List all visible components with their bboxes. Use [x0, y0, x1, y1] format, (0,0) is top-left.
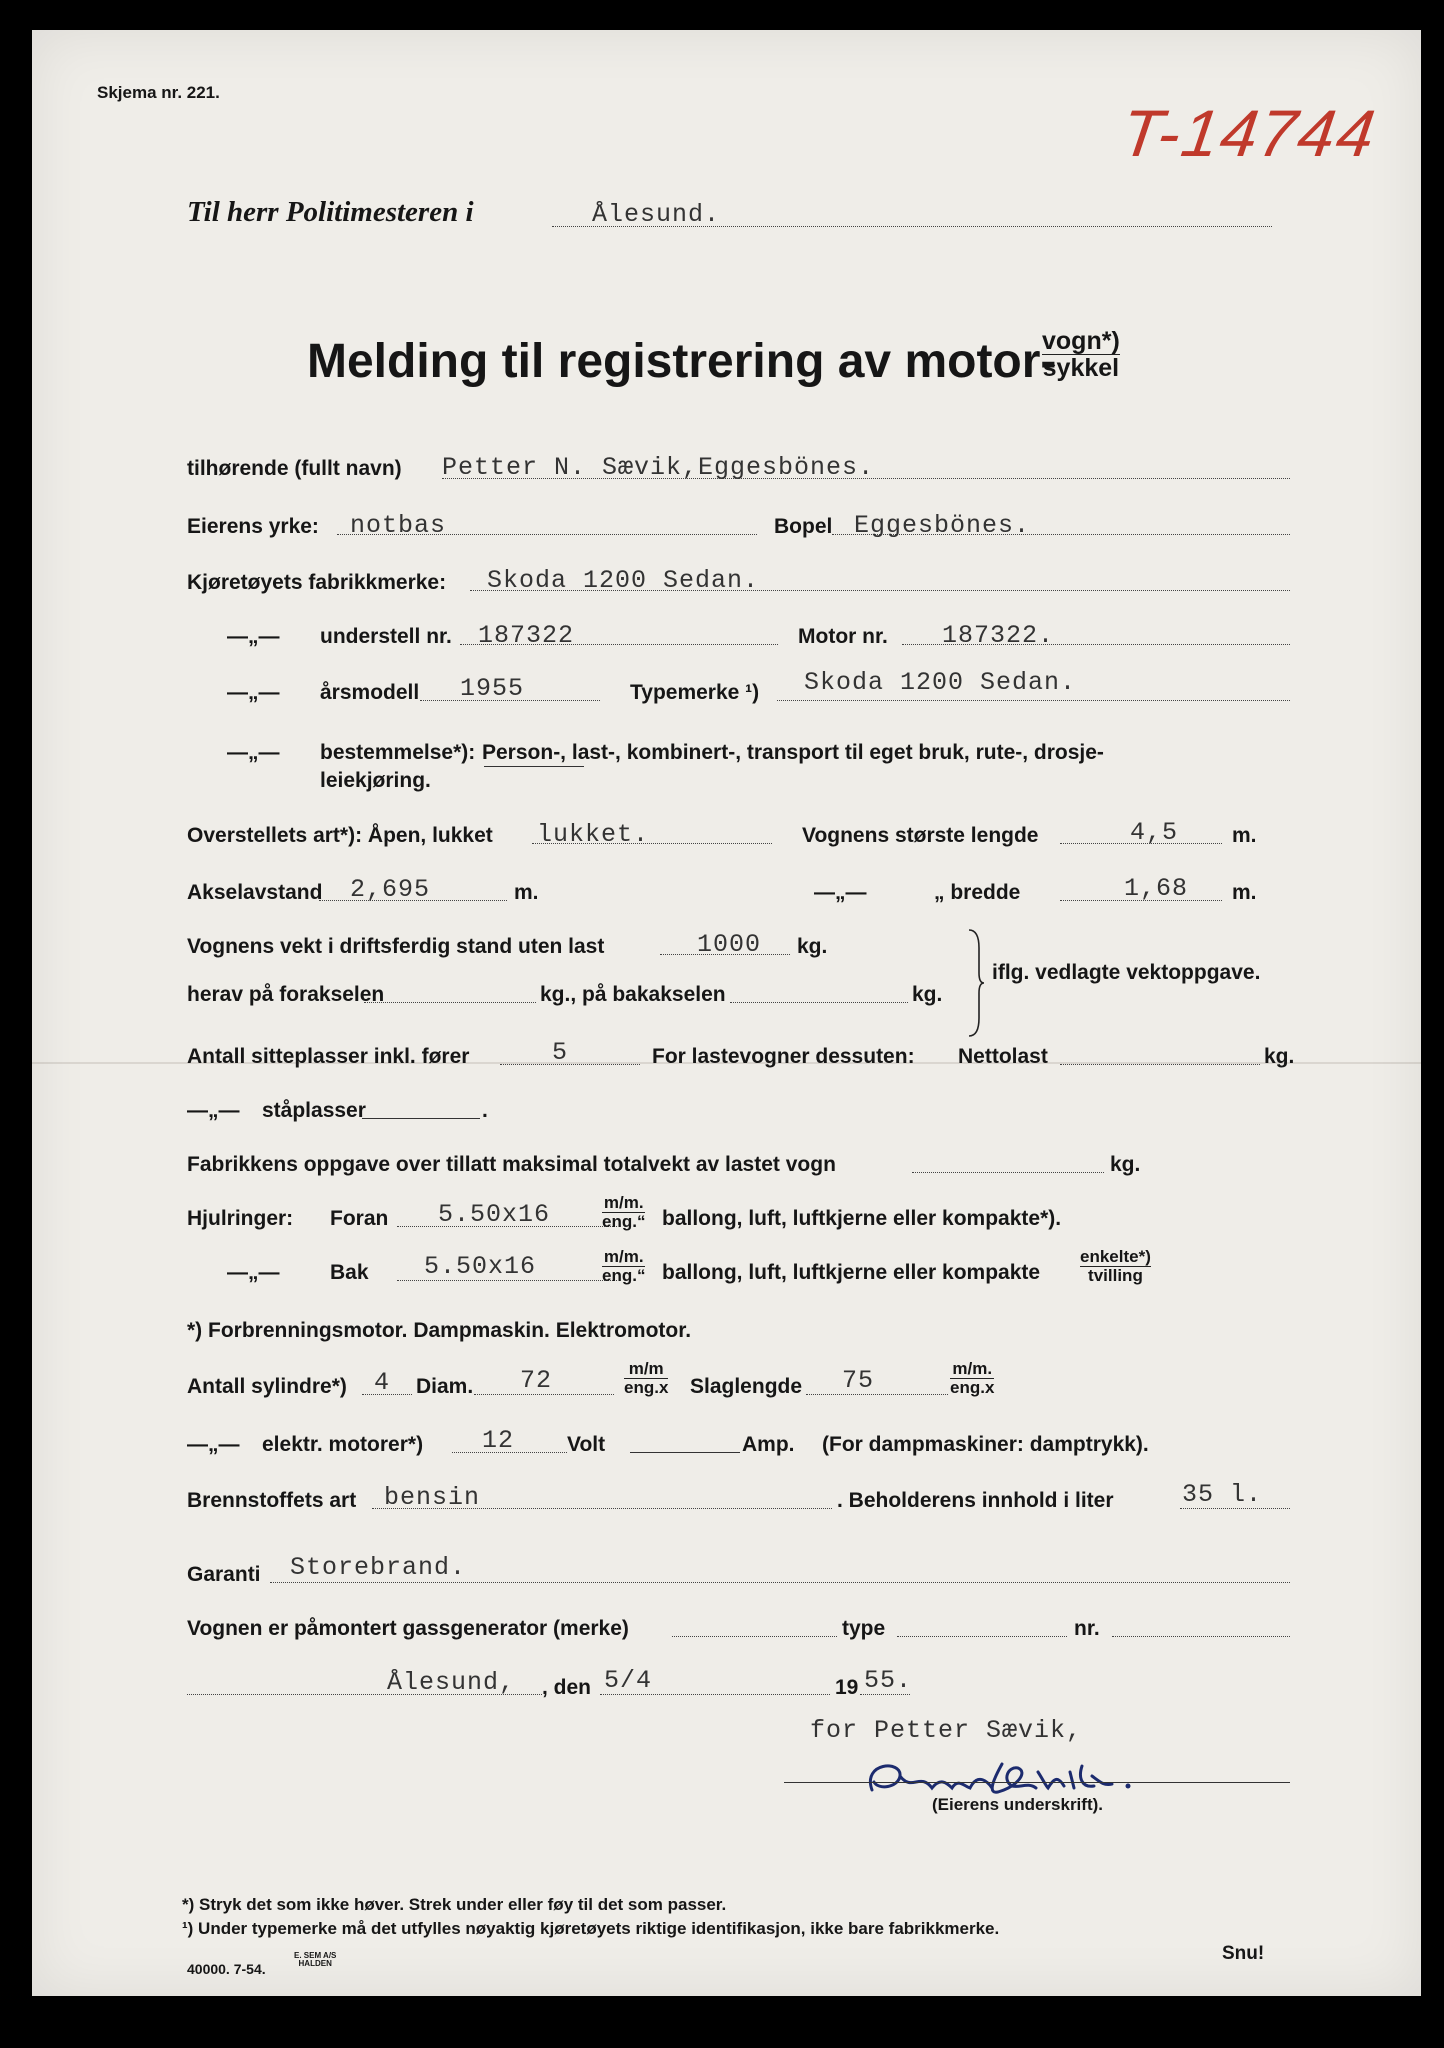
addressee-value: Ålesund.: [592, 200, 721, 229]
freight-label: For lastevogner dessuten:: [652, 1045, 915, 1068]
signature-caption: (Eierens underskrift).: [932, 1795, 1103, 1814]
stroke-unit: m/m. eng.x: [950, 1359, 995, 1397]
standing-end: .: [482, 1099, 488, 1122]
weight-label: Vognens vekt i driftsferdig stand uten last: [187, 935, 605, 958]
chassis-value: 187322: [478, 621, 575, 650]
steam-pressure-label: (For dampmaskiner: damptrykk).: [822, 1433, 1149, 1456]
make-value: Skoda 1200 Sedan.: [487, 566, 760, 595]
max-weight-unit: kg.: [1110, 1153, 1141, 1176]
date-value: 5/4: [604, 1666, 653, 1695]
rear-axle-label: kg., på bakakselen: [540, 983, 726, 1006]
length-label: Vognens største lengde: [802, 824, 1039, 847]
ditto-mark: —„—: [814, 881, 867, 904]
ditto-mark: —„—: [227, 625, 280, 648]
year-value: 55.: [864, 1666, 913, 1695]
type-mark-label: Typemerke ¹): [630, 681, 760, 704]
gas-generator-label: Vognen er påmontert gassgenerator (merke): [187, 1617, 629, 1640]
tires-front-value: 5.50x16: [438, 1200, 551, 1229]
ditto-mark: —„—: [187, 1099, 240, 1122]
person-underline: [484, 766, 584, 767]
tires-front-kinds: ballong, luft, luftkjerne eller kompakte*).: [662, 1207, 1062, 1230]
front-axle-label: herav på forakselen: [187, 983, 385, 1006]
printer-code: 40000. 7-54.: [187, 1961, 266, 1977]
width-label: „ bredde: [934, 881, 1021, 904]
form-title: Melding til registrering av motor-: [307, 335, 1057, 388]
electric-value: 12: [482, 1426, 515, 1455]
model-year-label: årsmodell: [320, 681, 420, 704]
owner-label: tilhørende (fullt navn): [187, 457, 402, 480]
rear-axle-unit: kg.: [912, 983, 943, 1006]
weight-note: iflg. vedlagte vektoppgave.: [992, 961, 1261, 984]
tires-rear-value: 5.50x16: [424, 1252, 537, 1281]
residence-value: Eggesbönes.: [854, 511, 1031, 540]
ditto-mark: —„—: [227, 741, 280, 764]
wheelbase-unit: m.: [514, 881, 539, 904]
tires-front-label: Foran: [330, 1207, 389, 1230]
net-load-unit: kg.: [1264, 1045, 1295, 1068]
tires-label: Hjulringer:: [187, 1207, 294, 1230]
ditto-mark: —„—: [227, 1261, 280, 1284]
diameter-unit: m/m eng.x: [624, 1359, 669, 1397]
occupation-value: notbas: [350, 511, 447, 540]
ditto-mark: —„—: [227, 681, 280, 704]
engine-types: *) Forbrenningsmotor. Dampmaskin. Elektromotor.: [187, 1319, 692, 1342]
tank-value: 35 l.: [1182, 1480, 1263, 1509]
wheelbase-label: Akselavstand: [187, 881, 323, 904]
gas-generator-type: type: [842, 1617, 886, 1640]
tires-rear-unit: m/m. eng.“: [602, 1247, 646, 1285]
width-value: 1,68: [1124, 874, 1189, 903]
footnote-1: *) Stryk det som ikke høver. Strek under eller føy til det som passer.: [182, 1895, 727, 1914]
seats-label: Antall sitteplasser inkl. fører: [187, 1045, 470, 1068]
wheelbase-value: 2,695: [350, 875, 431, 904]
body-value: lukket.: [537, 820, 650, 849]
stroke-label: Slaglengde: [690, 1375, 803, 1398]
tires-front-unit: m/m. eng.“: [602, 1193, 646, 1231]
fuel-value: bensin: [384, 1483, 481, 1512]
guarantee-value: Storebrand.: [290, 1553, 467, 1582]
tires-rear-label: Bak: [330, 1261, 369, 1284]
type-mark-value: Skoda 1200 Sedan.: [804, 668, 1077, 697]
date-prefix: , den: [542, 1676, 592, 1699]
ditto-mark: —„—: [187, 1433, 240, 1456]
amp-label: Amp.: [742, 1433, 795, 1456]
archive-reference: T-14744: [1116, 96, 1381, 170]
standing-label: ståplasser: [262, 1099, 366, 1122]
length-unit: m.: [1232, 824, 1257, 847]
width-unit: m.: [1232, 881, 1257, 904]
year-prefix: 19: [835, 1676, 859, 1699]
diameter-label: Diam.: [416, 1375, 474, 1398]
fuel-label: Brennstoffets art: [187, 1489, 357, 1512]
tires-single-twin: enkelte*) tvilling: [1080, 1247, 1151, 1285]
form-sheet: [32, 30, 1421, 1996]
body-label: Overstellets art*): Åpen, lukket: [187, 824, 493, 847]
cylinders-label: Antall sylindre*): [187, 1375, 347, 1398]
weight-value: 1000: [697, 930, 762, 959]
turn-over-note: Snu!: [1222, 1943, 1265, 1964]
purpose-options-line2: leiekjøring.: [320, 769, 431, 792]
stroke-value: 75: [842, 1366, 875, 1395]
place-value: Ålesund,: [387, 1668, 516, 1697]
model-year-value: 1955: [460, 674, 525, 703]
diameter-value: 72: [520, 1366, 553, 1395]
max-weight-label: Fabrikkens oppgave over tillatt maksimal totalvekt av lastet vogn: [187, 1153, 836, 1176]
title-vehicle-fraction: vogn*) sykkel: [1042, 327, 1120, 383]
make-label: Kjøretøyets fabrikkmerke:: [187, 571, 447, 594]
electric-label: elektr. motorer*): [262, 1433, 424, 1456]
purpose-label: bestemmelse*):: [320, 741, 476, 764]
printer-name: E. SEM A/S HALDEN: [294, 1951, 337, 1969]
net-load-label: Nettolast: [958, 1045, 1048, 1068]
addressee-label: Til herr Politimesteren i: [187, 196, 474, 228]
gas-generator-nr: nr.: [1074, 1617, 1100, 1640]
motor-label: Motor nr.: [798, 625, 888, 648]
motor-value: 187322.: [942, 621, 1055, 650]
guarantee-label: Garanti: [187, 1563, 261, 1586]
form-number: Skjema nr. 221.: [97, 83, 220, 102]
purpose-options: Person-, last-, kombinert-, transport til eget bruk, rute-, drosje-: [482, 741, 1104, 764]
weight-unit: kg.: [797, 935, 828, 958]
footnote-2: ¹) Under typemerke må det utfylles nøyaktig kjøretøyets riktige identifikasjon, ikke bare fabrikkmerke.: [182, 1919, 1000, 1938]
signature-for-line: for Petter Sævik,: [810, 1716, 1083, 1745]
weight-brace: [967, 928, 985, 1038]
tank-label: . Beholderens innhold i liter: [837, 1489, 1114, 1512]
residence-label: Bopel: [774, 515, 833, 538]
occupation-label: Eierens yrke:: [187, 515, 319, 538]
length-value: 4,5: [1130, 818, 1179, 847]
seats-value: 5: [552, 1038, 569, 1067]
volt-label: Volt: [567, 1433, 606, 1456]
chassis-label: understell nr.: [320, 625, 452, 648]
tires-rear-kinds: ballong, luft, luftkjerne eller kompakte: [662, 1261, 1041, 1284]
cylinders-value: 4: [374, 1368, 391, 1397]
owner-value: Petter N. Sævik,Eggesbönes.: [442, 453, 875, 482]
